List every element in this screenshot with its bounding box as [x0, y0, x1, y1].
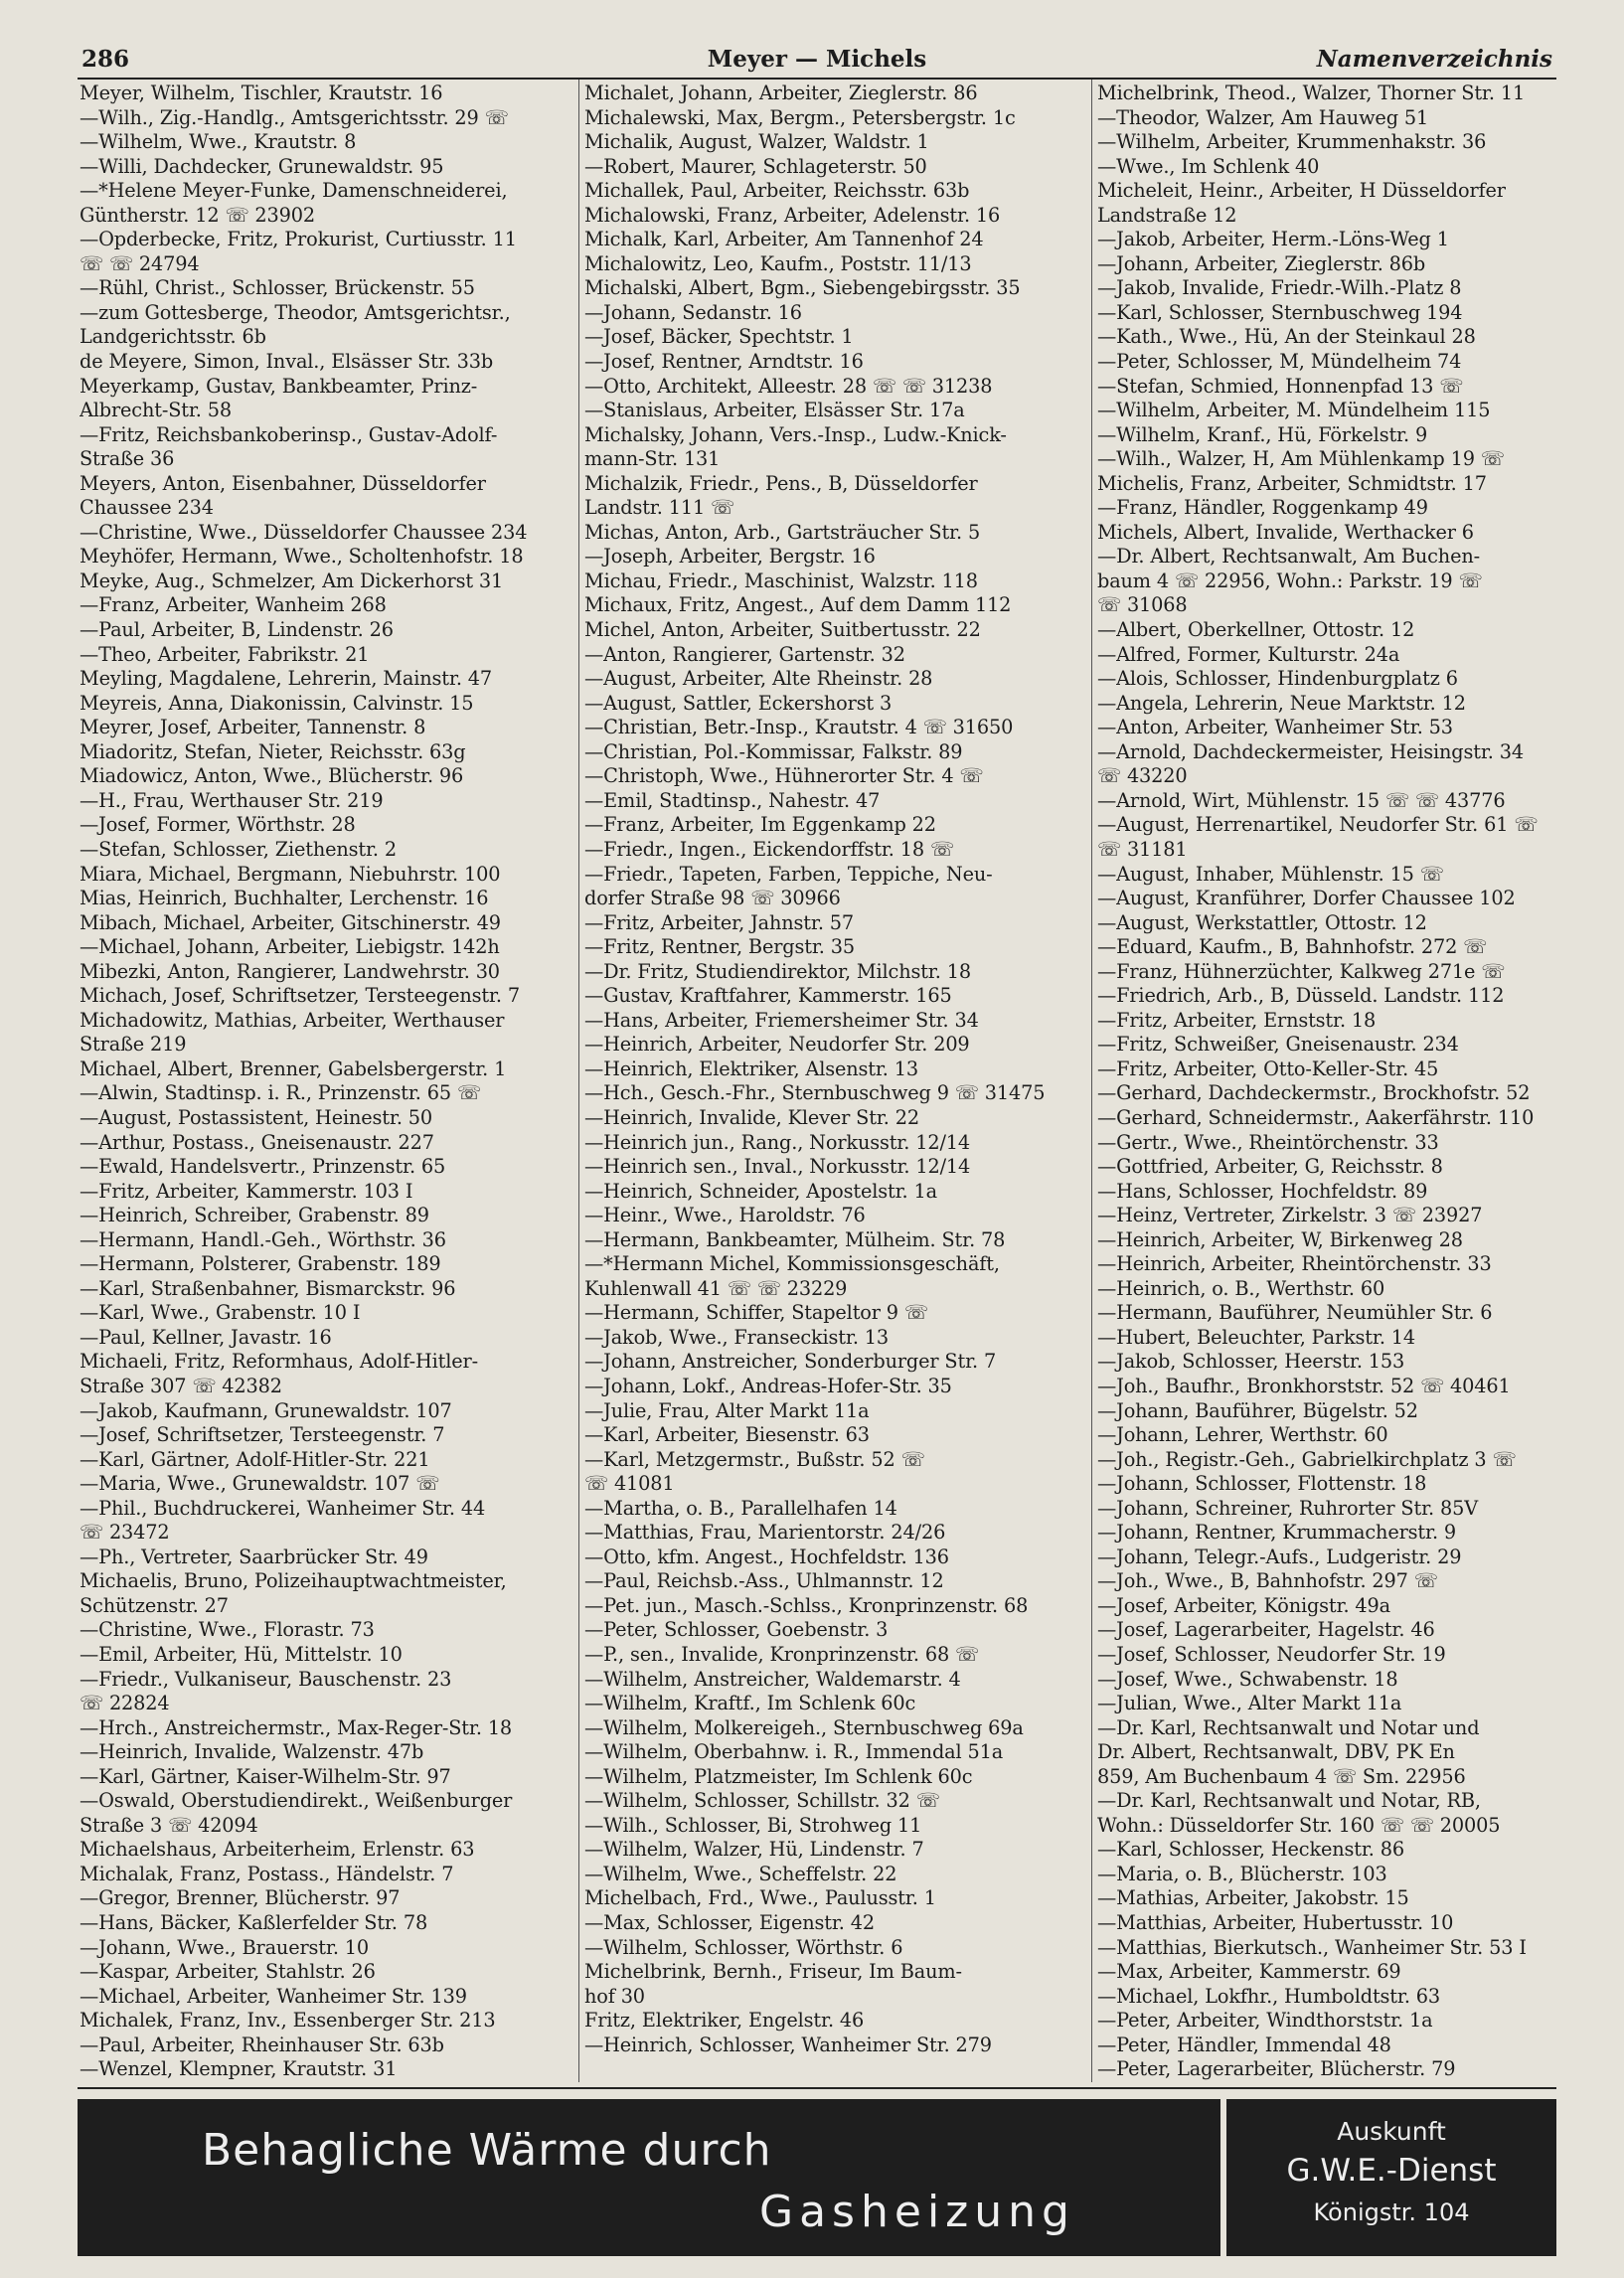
directory-entry: —Wilhelm, Molkereigeh., Sternbuschweg 69a [584, 1715, 1024, 1739]
directory-entry: —Hans, Schlosser, Hochfeldstr. 89 [1097, 1179, 1428, 1203]
directory-entry: Meyreis, Anna, Diakonissin, Calvinstr. 15 [80, 691, 474, 715]
directory-entry: —Fritz, Arbeiter, Jahnstr. 57 [584, 910, 855, 934]
directory-entry: —Wilhelm, Arbeiter, M. Mündelheim 115 [1097, 399, 1491, 422]
directory-entry: —August, Kranführer, Dorfer Chaussee 102 [1097, 887, 1516, 910]
directory-entry: —Ewald, Handelsvertr., Prinzenstr. 65 [80, 1155, 446, 1179]
directory-entry: —Johann, Telegr.-Aufs., Ludgeristr. 29 [1097, 1545, 1462, 1568]
directory-entry: —Franz, Händler, Roggenkamp 49 [1097, 496, 1428, 520]
advertisement-banner [78, 2099, 1220, 2256]
directory-entry: Michaelshaus, Arbeiterheim, Erlenstr. 63 [80, 1838, 475, 1862]
directory-entry: —Hermann, Bankbeamter, Mülheim. Str. 78 [584, 1227, 1006, 1251]
directory-entry: —Peter, Arbeiter, Windthorststr. 1a [1097, 2009, 1433, 2033]
directory-entry: —Dr. Karl, Rechtsanwalt und Notar, RB, [1097, 1789, 1481, 1813]
section-label: Namenverzeichnis [1316, 46, 1552, 73]
directory-entry: —Maria, Wwe., Grunewaldstr. 107 ☏ [80, 1472, 440, 1496]
directory-entry: —Franz, Arbeiter, Im Eggenkamp 22 [584, 813, 936, 837]
directory-entry: Meyerkamp, Gustav, Bankbeamter, Prinz- [80, 374, 478, 398]
directory-entry: —Arthur, Postass., Gneisenaustr. 227 [80, 1130, 434, 1154]
directory-entry: —Heinrich, o. B., Werthstr. 60 [1097, 1276, 1385, 1300]
directory-entry: Michach, Josef, Schriftsetzer, Tersteegenstr. 7 [80, 984, 520, 1008]
directory-entry: —Joh., Wwe., B, Bahnhofstr. 297 ☏ [1097, 1569, 1438, 1593]
directory-entry: —Wilhelm, Oberbahnw. i. R., Immendal 51a [584, 1740, 1004, 1764]
directory-entry: —Hch., Gesch.-Fhr., Sternbuschweg 9 ☏ 31475 [584, 1081, 1046, 1105]
directory-entry: —Heinrich sen., Inval., Norkusstr. 12/14 [584, 1155, 971, 1179]
header-rule [78, 78, 1556, 80]
directory-entry: —Joh., Baufhr., Bronkhorststr. 52 ☏ 40461 [1097, 1374, 1511, 1397]
directory-entry: —Michael, Lokfhr., Humboldtstr. 63 [1097, 1984, 1441, 2008]
directory-entry: —Friedrich, Arb., B, Düsseld. Landstr. 112 [1097, 984, 1505, 1008]
directory-entry: —Gregor, Brenner, Blücherstr. 97 [80, 1886, 401, 1910]
directory-entry: —Heinz, Vertreter, Zirkelstr. 3 ☏ 23927 [1097, 1204, 1483, 1227]
directory-entry: —Friedr., Tapeten, Farben, Teppiche, Neu- [584, 862, 993, 886]
directory-entry: —Wilhelm, Wwe., Scheffelstr. 22 [584, 1862, 897, 1885]
directory-entry: —Heinrich, Invalide, Walzenstr. 47b [80, 1740, 424, 1764]
directory-entry: —Hrch., Anstreichermstr., Max-Reger-Str. 18 [80, 1715, 513, 1739]
directory-entry: ☏ 31181 [1097, 837, 1188, 861]
directory-entry: —Wilhelm, Schlosser, Wörthstr. 6 [584, 1935, 903, 1959]
directory-entry: —Robert, Maurer, Schlageterstr. 50 [584, 154, 927, 178]
directory-entry: Michels, Albert, Invalide, Werthacker 6 [1097, 520, 1474, 544]
directory-entry: —Hermann, Bauführer, Neumühler Str. 6 [1097, 1301, 1493, 1325]
directory-entry: —Max, Arbeiter, Kammerstr. 69 [1097, 1960, 1401, 1984]
directory-entry: —Kaspar, Arbeiter, Stahlstr. 26 [80, 1960, 376, 1984]
directory-entry: —Johann, Rentner, Krummacherstr. 9 [1097, 1521, 1457, 1545]
directory-entry: —Michael, Johann, Arbeiter, Liebigstr. 142h [80, 935, 500, 959]
ad-contact-name: G.W.E.-Dienst [1286, 2153, 1497, 2189]
directory-column-2 [584, 81, 1073, 2057]
directory-entry: —Josef, Schlosser, Neudorfer Str. 19 [1097, 1643, 1446, 1666]
directory-entry: Michalewski, Max, Bergm., Petersbergstr. 1c [584, 105, 1016, 129]
directory-entry: Meyhöfer, Hermann, Wwe., Scholtenhofstr. 18 [80, 545, 524, 569]
directory-entry: —Karl, Metzgermstr., Bußstr. 52 ☏ [584, 1447, 925, 1471]
directory-entry: —Heinr., Wwe., Haroldstr. 76 [584, 1204, 866, 1227]
directory-entry: —August, Arbeiter, Alte Rheinstr. 28 [584, 667, 933, 691]
directory-entry: —Maria, o. B., Blücherstr. 103 [1097, 1862, 1387, 1885]
ad-product: Gasheizung [759, 2187, 1075, 2237]
ad-contact-label: Auskunft [1337, 2117, 1446, 2146]
directory-entry: Meyrer, Josef, Arbeiter, Tannenstr. 8 [80, 716, 426, 739]
directory-entry: —Wwe., Im Schlenk 40 [1097, 154, 1320, 178]
page-header [78, 40, 1556, 76]
directory-entry: —Karl, Schlosser, Heckenstr. 86 [1097, 1838, 1404, 1862]
directory-entry: —Franz, Arbeiter, Wanheim 268 [80, 593, 387, 617]
directory-entry: —Hans, Arbeiter, Friemersheimer Str. 34 [584, 1008, 979, 1032]
directory-entry: —Hermann, Handl.-Geh., Wörthstr. 36 [80, 1227, 446, 1251]
directory-entry: ☏ 22824 [80, 1692, 170, 1715]
directory-entry: —Karl, Wwe., Grabenstr. 10 I [80, 1301, 361, 1325]
directory-entry: —Fritz, Rentner, Bergstr. 35 [584, 935, 855, 959]
column-divider [1091, 80, 1092, 2082]
directory-entry: —Julie, Frau, Alter Markt 11a [584, 1398, 870, 1422]
directory-entry: mann-Str. 131 [584, 447, 721, 471]
directory-entry: —Matthias, Frau, Marientorstr. 24/26 [584, 1521, 946, 1545]
directory-entry: Michalet, Johann, Arbeiter, Zieglerstr. 86 [584, 81, 978, 104]
directory-entry: —Gertr., Wwe., Rheintörchenstr. 33 [1097, 1130, 1439, 1154]
directory-entry: Dr. Albert, Rechtsanwalt, DBV, PK En [1097, 1740, 1455, 1764]
directory-entry: —Christian, Pol.-Kommissar, Falkstr. 89 [584, 739, 963, 763]
directory-entry: —Jakob, Invalide, Friedr.-Wilh.-Platz 8 [1097, 276, 1462, 300]
directory-entry: —August, Postassistent, Heinestr. 50 [80, 1105, 433, 1129]
directory-entry: Straße 307 ☏ 42382 [80, 1374, 282, 1397]
directory-entry: Chaussee 234 [80, 496, 214, 520]
directory-entry: —Heinrich, Arbeiter, Rheintörchenstr. 33 [1097, 1252, 1492, 1276]
directory-entry: —Albert, Oberkellner, Ottostr. 12 [1097, 618, 1415, 642]
directory-entry: dorfer Straße 98 ☏ 30966 [584, 887, 841, 910]
directory-entry: —Stefan, Schmied, Honnenpfad 13 ☏ [1097, 374, 1464, 398]
directory-entry: ☏ 41081 [584, 1472, 675, 1496]
directory-entry: —Heinrich, Arbeiter, W, Birkenweg 28 [1097, 1227, 1463, 1251]
directory-entry: —Franz, Hühnerzüchter, Kalkweg 271e ☏ [1097, 959, 1506, 983]
directory-entry: —Arnold, Wirt, Mühlenstr. 15 ☏ ☏ 43776 [1097, 788, 1506, 812]
directory-entry: Michaux, Fritz, Angest., Auf dem Damm 112 [584, 593, 1012, 617]
directory-entry: baum 4 ☏ 22956, Wohn.: Parkstr. 19 ☏ [1097, 569, 1483, 592]
directory-entry: Meyer, Wilhelm, Tischler, Krautstr. 16 [80, 81, 443, 104]
directory-entry: —*Helene Meyer-Funke, Damenschneiderei, [80, 179, 508, 203]
directory-entry: —Christine, Wwe., Düsseldorfer Chaussee 234 [80, 520, 528, 544]
directory-entry: —Pet. jun., Masch.-Schlss., Kronprinzenstr. 68 [584, 1593, 1029, 1617]
directory-entry: Michas, Anton, Arb., Gartsträucher Str. 5 [584, 520, 981, 544]
directory-entry: Kuhlenwall 41 ☏ ☏ 23229 [584, 1276, 848, 1300]
directory-entry: —Peter, Schlosser, M, Mündelheim 74 [1097, 350, 1462, 374]
directory-entry: Meyers, Anton, Eisenbahner, Düsseldorfer [80, 471, 486, 495]
directory-entry: Michalzik, Friedr., Pens., B, Düsseldorfer [584, 471, 978, 495]
directory-entry: ☏ 43220 [1097, 764, 1188, 788]
directory-entry: Michael, Albert, Brenner, Gabelsbergerstr. 1 [80, 1057, 507, 1080]
directory-entry: —Arnold, Dachdeckermeister, Heisingstr. 34 [1097, 739, 1524, 763]
directory-entry: —Wilhelm, Kraftf., Im Schlenk 60c [584, 1692, 916, 1715]
directory-entry: —Peter, Händler, Immendal 48 [1097, 2033, 1391, 2056]
directory-entry: —Theo, Arbeiter, Fabrikstr. 21 [80, 642, 370, 666]
directory-entry: —Mathias, Arbeiter, Jakobstr. 15 [1097, 1886, 1409, 1910]
directory-entry: —Wilhelm, Kranf., Hü, Förkelstr. 9 [1097, 422, 1428, 446]
directory-entry: Straße 36 [80, 447, 175, 471]
directory-entry: —Joh., Registr.-Geh., Gabrielkirchplatz 3 ☏ [1097, 1447, 1517, 1471]
directory-entry: —Johann, Anstreicher, Sonderburger Str. 7 [584, 1350, 997, 1374]
directory-entry: —Jakob, Kaufmann, Grunewaldstr. 107 [80, 1398, 452, 1422]
directory-entry: Michallek, Paul, Arbeiter, Reichsstr. 63b [584, 179, 970, 203]
directory-entry: —Johann, Bauführer, Bügelstr. 52 [1097, 1398, 1418, 1422]
directory-entry: —Ph., Vertreter, Saarbrücker Str. 49 [80, 1545, 428, 1568]
directory-entry: —Heinrich, Elektriker, Alsenstr. 13 [584, 1057, 918, 1080]
directory-entry: —Stefan, Schlosser, Ziethenstr. 2 [80, 837, 397, 861]
directory-entry: —Martha, o. B., Parallelhafen 14 [584, 1496, 897, 1520]
directory-entry: Michalik, August, Walzer, Waldstr. 1 [584, 130, 929, 154]
running-title: Meyer — Michels [707, 46, 927, 73]
directory-entry: —Christian, Betr.-Insp., Krautstr. 4 ☏ 31650 [584, 716, 1014, 739]
directory-entry: —Wilh., Zig.-Handlg., Amtsgerichtsstr. 29 ☏ [80, 105, 509, 129]
directory-entry: Micheleit, Heinr., Arbeiter, H Düsseldorfer [1097, 179, 1506, 203]
directory-entry: —Hermann, Schiffer, Stapeltor 9 ☏ [584, 1301, 928, 1325]
directory-entry: —Fritz, Arbeiter, Kammerstr. 103 I [80, 1179, 413, 1203]
directory-entry: —Josef, Former, Wörthstr. 28 [80, 813, 356, 837]
directory-entry: ☏ 23472 [80, 1521, 170, 1545]
directory-entry: Michel, Anton, Arbeiter, Suitbertusstr. 22 [584, 618, 981, 642]
directory-entry: —Hans, Bäcker, Kaßlerfelder Str. 78 [80, 1911, 428, 1935]
directory-entry: Straße 219 [80, 1033, 187, 1057]
directory-entry: —Heinrich, Arbeiter, Neudorfer Str. 209 [584, 1033, 970, 1057]
directory-entry: —Josef, Lagerarbeiter, Hagelstr. 46 [1097, 1618, 1435, 1642]
directory-entry: Michelis, Franz, Arbeiter, Schmidtstr. 17 [1097, 471, 1487, 495]
directory-entry: Schützenstr. 27 [80, 1593, 229, 1617]
directory-entry: —Heinrich, Schreiber, Grabenstr. 89 [80, 1204, 429, 1227]
directory-entry: —Paul, Arbeiter, B, Lindenstr. 26 [80, 618, 394, 642]
directory-entry: —Peter, Schlosser, Goebenstr. 3 [584, 1618, 889, 1642]
directory-entry: —Christine, Wwe., Florastr. 73 [80, 1618, 375, 1642]
directory-entry: —Jakob, Wwe., Franseckistr. 13 [584, 1325, 890, 1349]
directory-entry: Michaelis, Bruno, Polizeihauptwachtmeister, [80, 1569, 507, 1593]
directory-entry: Meyling, Magdalene, Lehrerin, Mainstr. 47 [80, 667, 493, 691]
directory-entry: —Oswald, Oberstudiendirekt., Weißenburger [80, 1789, 513, 1813]
directory-entry: —Max, Schlosser, Eigenstr. 42 [584, 1911, 876, 1935]
directory-entry: —Paul, Reichsb.-Ass., Uhlmannstr. 12 [584, 1569, 944, 1593]
directory-entry: Landstraße 12 [1097, 203, 1237, 227]
directory-entry: —Gottfried, Arbeiter, G, Reichsstr. 8 [1097, 1155, 1443, 1179]
directory-entry: —Wilh., Walzer, H, Am Mühlenkamp 19 ☏ [1097, 447, 1505, 471]
directory-entry: —Gerhard, Dachdeckermstr., Brockhofstr. 52 [1097, 1081, 1531, 1105]
directory-entry: —Wilhelm, Platzmeister, Im Schlenk 60c [584, 1764, 973, 1788]
advertisement-contact [1226, 2099, 1556, 2256]
directory-entry: —Opderbecke, Fritz, Prokurist, Curtiusstr. 11 [80, 228, 517, 251]
directory-entry: —Johann, Schreiner, Ruhrorter Str. 85V [1097, 1496, 1479, 1520]
directory-entry: Albrecht-Str. 58 [80, 399, 232, 422]
directory-entry: —H., Frau, Werthauser Str. 219 [80, 788, 384, 812]
directory-entry: —Dr. Albert, Rechtsanwalt, Am Buchen- [1097, 545, 1480, 569]
directory-entry: Landgerichtsstr. 6b [80, 325, 266, 349]
directory-entry: Michadowitz, Mathias, Arbeiter, Werthauser [80, 1008, 505, 1032]
ad-headline: Behagliche Wärme durch [202, 2125, 772, 2176]
directory-entry: ☏ ☏ 24794 [80, 251, 200, 275]
directory-entry: —Josef, Schriftsetzer, Tersteegenstr. 7 [80, 1423, 445, 1447]
column-divider [578, 80, 579, 2082]
directory-entry: —Otto, Architekt, Alleestr. 28 ☏ ☏ 31238 [584, 374, 993, 398]
directory-entry: —Fritz, Schweißer, Gneisenaustr. 234 [1097, 1033, 1459, 1057]
directory-entry: —Wilhelm, Anstreicher, Waldemarstr. 4 [584, 1667, 961, 1691]
directory-entry: Michaeli, Fritz, Reformhaus, Adolf-Hitler- [80, 1350, 478, 1374]
directory-entry: —Wenzel, Klempner, Krautstr. 31 [80, 2057, 398, 2081]
directory-entry: —Heinrich, Schneider, Apostelstr. 1a [584, 1179, 937, 1203]
directory-entry: —Emil, Stadtinsp., Nahestr. 47 [584, 788, 881, 812]
directory-entry: —Joseph, Arbeiter, Bergstr. 16 [584, 545, 876, 569]
directory-entry: —Heinrich, Invalide, Klever Str. 22 [584, 1105, 919, 1129]
directory-entry: —Dr. Karl, Rechtsanwalt und Notar und [1097, 1715, 1480, 1739]
directory-entry: Fritz, Elektriker, Engelstr. 46 [584, 2009, 865, 2033]
directory-entry: —Fritz, Arbeiter, Ernststr. 18 [1097, 1008, 1377, 1032]
directory-entry: —Alois, Schlosser, Hindenburgplatz 6 [1097, 667, 1458, 691]
directory-entry: —Karl, Straßenbahner, Bismarckstr. 96 [80, 1276, 456, 1300]
ad-contact-address: Königstr. 104 [1313, 2198, 1470, 2226]
directory-entry: —Willi, Dachdecker, Grunewaldstr. 95 [80, 154, 444, 178]
directory-entry: —Alwin, Stadtinsp. i. R., Prinzenstr. 65 ☏ [80, 1081, 481, 1105]
directory-entry: ☏ 31068 [1097, 593, 1188, 617]
directory-entry: Michalowitz, Leo, Kaufm., Poststr. 11/13 [584, 251, 972, 275]
directory-entry: Michelbrink, Bernh., Friseur, Im Baum- [584, 1960, 962, 1984]
directory-entry: —Karl, Gärtner, Kaiser-Wilhelm-Str. 97 [80, 1764, 451, 1788]
directory-entry: —Heinrich jun., Rang., Norkusstr. 12/14 [584, 1130, 971, 1154]
directory-entry: Straße 3 ☏ 42094 [80, 1813, 258, 1837]
directory-entry: —Matthias, Bierkutsch., Wanheimer Str. 53 I [1097, 1935, 1527, 1959]
directory-entry: —Dr. Fritz, Studiendirektor, Milchstr. 18 [584, 959, 971, 983]
page-number: 286 [81, 46, 130, 73]
directory-entry: —Gustav, Kraftfahrer, Kammerstr. 165 [584, 984, 952, 1008]
directory-entry: 859, Am Buchenbaum 4 ☏ Sm. 22956 [1097, 1764, 1466, 1788]
directory-entry: —Julian, Wwe., Alter Markt 11a [1097, 1692, 1402, 1715]
directory-entry: —Wilhelm, Walzer, Hü, Lindenstr. 7 [584, 1838, 924, 1862]
directory-entry: Michalski, Albert, Bgm., Siebengebirgsstr. 35 [584, 276, 1021, 300]
directory-column-3 [1097, 81, 1586, 2082]
directory-entry: —Hubert, Beleuchter, Parkstr. 14 [1097, 1325, 1416, 1349]
directory-entry: —Johann, Arbeiter, Zieglerstr. 86b [1097, 251, 1426, 275]
directory-entry: —Matthias, Arbeiter, Hubertusstr. 10 [1097, 1911, 1454, 1935]
directory-entry: —Josef, Rentner, Arndtstr. 16 [584, 350, 864, 374]
directory-entry: —Josef, Arbeiter, Königstr. 49a [1097, 1593, 1391, 1617]
directory-entry: —Josef, Wwe., Schwabenstr. 18 [1097, 1667, 1398, 1691]
directory-entry: —Otto, kfm. Angest., Hochfeldstr. 136 [584, 1545, 949, 1568]
directory-entry: —Stanislaus, Arbeiter, Elsässer Str. 17a [584, 399, 965, 422]
directory-entry: Michalak, Franz, Postass., Händelstr. 7 [80, 1862, 454, 1885]
directory-entry: Michalk, Karl, Arbeiter, Am Tannenhof 24 [584, 228, 984, 251]
directory-entry: Landstr. 111 ☏ [584, 496, 735, 520]
directory-entry: —Hermann, Polsterer, Grabenstr. 189 [80, 1252, 441, 1276]
directory-entry: —Johann, Sedanstr. 16 [584, 300, 802, 324]
footer-rule [78, 2087, 1556, 2089]
directory-entry: —Friedr., Ingen., Eickendorffstr. 18 ☏ [584, 837, 954, 861]
directory-entry: —Johann, Lokf., Andreas-Hofer-Str. 35 [584, 1374, 952, 1397]
directory-entry: —Friedr., Vulkaniseur, Bauschenstr. 23 [80, 1667, 452, 1691]
directory-entry: —Josef, Bäcker, Spechtstr. 1 [584, 325, 854, 349]
directory-entry: —Michael, Arbeiter, Wanheimer Str. 139 [80, 1984, 467, 2008]
directory-entry: —August, Werkstattler, Ottostr. 12 [1097, 910, 1427, 934]
directory-entry: —Wilhelm, Wwe., Krautstr. 8 [80, 130, 357, 154]
directory-entry: Michalek, Franz, Inv., Essenberger Str. 213 [80, 2009, 496, 2033]
directory-entry: —Jakob, Arbeiter, Herm.-Löns-Weg 1 [1097, 228, 1449, 251]
directory-entry: —Wilh., Schlosser, Bi, Strohweg 11 [584, 1813, 922, 1837]
directory-entry: —Wilhelm, Schlosser, Schillstr. 32 ☏ [584, 1789, 940, 1813]
directory-entry: Michelbrink, Theod., Walzer, Thorner Str. 11 [1097, 81, 1526, 104]
directory-entry: —Eduard, Kaufm., B, Bahnhofstr. 272 ☏ [1097, 935, 1488, 959]
directory-entry: —Karl, Schlosser, Sternbuschweg 194 [1097, 300, 1463, 324]
directory-entry: Güntherstr. 12 ☏ 23902 [80, 203, 315, 227]
directory-entry: —Jakob, Schlosser, Heerstr. 153 [1097, 1350, 1405, 1374]
directory-entry: —August, Herrenartikel, Neudorfer Str. 61 ☏ [1097, 813, 1539, 837]
directory-entry: —Peter, Lagerarbeiter, Blücherstr. 79 [1097, 2057, 1456, 2081]
directory-entry: —Angela, Lehrerin, Neue Marktstr. 12 [1097, 691, 1466, 715]
directory-entry: —Wilhelm, Arbeiter, Krummenhakstr. 36 [1097, 130, 1487, 154]
directory-entry: —Paul, Kellner, Javastr. 16 [80, 1325, 332, 1349]
directory-entry: —zum Gottesberge, Theodor, Amtsgerichtsr., [80, 300, 511, 324]
directory-entry: —P., sen., Invalide, Kronprinzenstr. 68 ☏ [584, 1643, 980, 1666]
directory-entry: Meyke, Aug., Schmelzer, Am Dickerhorst 31 [80, 569, 504, 592]
directory-entry: Mibezki, Anton, Rangierer, Landwehrstr. 30 [80, 959, 500, 983]
directory-entry: —Gerhard, Schneidermstr., Aakerfährstr. 110 [1097, 1105, 1535, 1129]
directory-entry: —Fritz, Arbeiter, Otto-Keller-Str. 45 [1097, 1057, 1439, 1080]
directory-entry: —Johann, Lehrer, Werthstr. 60 [1097, 1423, 1388, 1447]
directory-entry: Michelbach, Frd., Wwe., Paulusstr. 1 [584, 1886, 936, 1910]
directory-entry: —Alfred, Former, Kulturstr. 24a [1097, 642, 1400, 666]
directory-entry: —Karl, Gärtner, Adolf-Hitler-Str. 221 [80, 1447, 430, 1471]
directory-entry: —Paul, Arbeiter, Rheinhauser Str. 63b [80, 2033, 444, 2056]
directory-entry: Michalsky, Johann, Vers.-Insp., Ludw.-Knick- [584, 422, 1007, 446]
directory-entry: —*Hermann Michel, Kommissionsgeschäft, [584, 1252, 1000, 1276]
directory-entry: Wohn.: Düsseldorfer Str. 160 ☏ ☏ 20005 [1097, 1813, 1501, 1837]
directory-entry: —August, Inhaber, Mühlenstr. 15 ☏ [1097, 862, 1444, 886]
directory-entry: —August, Sattler, Eckershorst 3 [584, 691, 893, 715]
directory-entry: —Anton, Arbeiter, Wanheimer Str. 53 [1097, 716, 1453, 739]
directory-entry: —Heinrich, Schlosser, Wanheimer Str. 279 [584, 2033, 992, 2056]
directory-entry: Miadowicz, Anton, Wwe., Blücherstr. 96 [80, 764, 464, 788]
directory-entry: Michau, Friedr., Maschinist, Walzstr. 118 [584, 569, 978, 592]
directory-entry: Miara, Michael, Bergmann, Niebuhrstr. 100 [80, 862, 501, 886]
directory-entry: Mias, Heinrich, Buchhalter, Lerchenstr. 16 [80, 887, 489, 910]
directory-entry: —Fritz, Reichsbankoberinsp., Gustav-Adolf- [80, 422, 498, 446]
directory-entry: Miadoritz, Stefan, Nieter, Reichsstr. 63g [80, 739, 466, 763]
directory-entry: —Emil, Arbeiter, Hü, Mittelstr. 10 [80, 1643, 403, 1666]
directory-entry: hof 30 [584, 1984, 645, 2008]
directory-column-1 [80, 81, 568, 2082]
directory-entry: de Meyere, Simon, Inval., Elsässer Str. 33b [80, 350, 494, 374]
directory-entry: —Rühl, Christ., Schlosser, Brückenstr. 55 [80, 276, 475, 300]
directory-entry: —Johann, Schlosser, Flottenstr. 18 [1097, 1472, 1427, 1496]
directory-entry: —Anton, Rangierer, Gartenstr. 32 [584, 642, 905, 666]
directory-entry: —Kath., Wwe., Hü, An der Steinkaul 28 [1097, 325, 1476, 349]
directory-entry: —Theodor, Walzer, Am Hauweg 51 [1097, 105, 1429, 129]
directory-entry: —Christoph, Wwe., Hühnerorter Str. 4 ☏ [584, 764, 984, 788]
directory-entry: —Phil., Buchdruckerei, Wanheimer Str. 44 [80, 1496, 486, 1520]
directory-entry: Michalowski, Franz, Arbeiter, Adelenstr. 16 [584, 203, 1001, 227]
directory-entry: —Johann, Wwe., Brauerstr. 10 [80, 1935, 370, 1959]
directory-entry: Mibach, Michael, Arbeiter, Gitschinerstr. 49 [80, 910, 501, 934]
directory-entry: —Karl, Arbeiter, Biesenstr. 63 [584, 1423, 870, 1447]
